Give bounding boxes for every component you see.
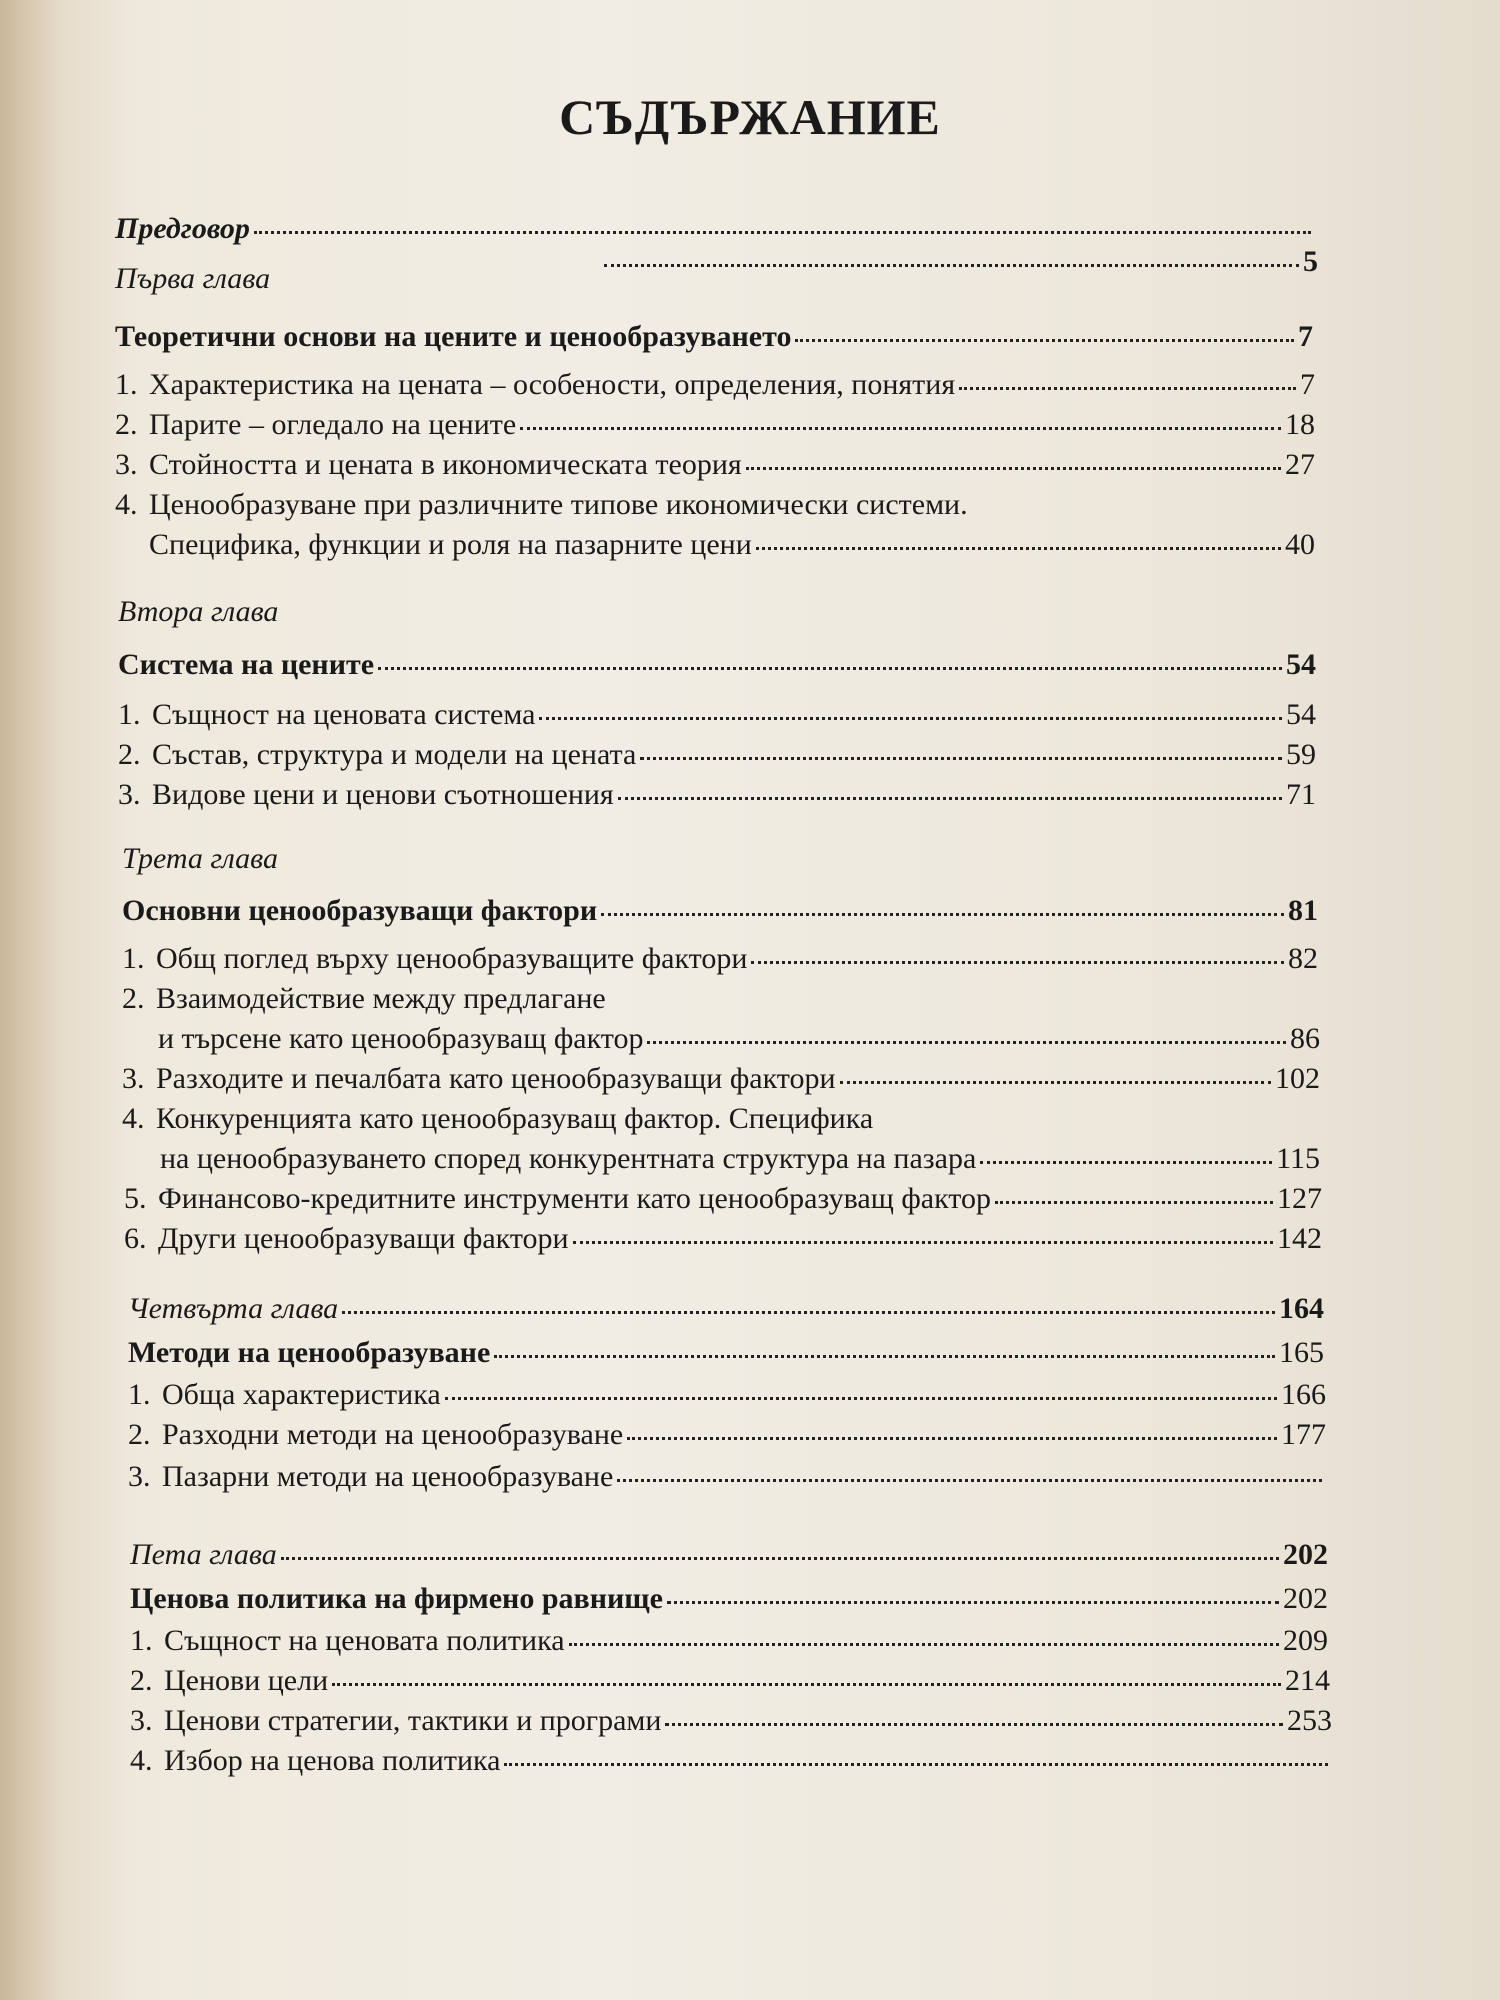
toc-item-continuation <box>158 1022 1320 1056</box>
leader-dots <box>959 387 1296 390</box>
toc-item <box>124 1222 1322 1256</box>
page-number: 142 <box>1277 1222 1322 1255</box>
page-number: 7 <box>1300 368 1315 401</box>
page-number: 71 <box>1286 778 1316 811</box>
page-number: 102 <box>1275 1062 1320 1095</box>
item-number: 2. <box>118 738 141 771</box>
item-number: 3. <box>118 778 141 811</box>
toc-item <box>122 942 1318 976</box>
chapter-title: Система на цените <box>118 648 375 681</box>
page-number: 81 <box>1288 894 1318 927</box>
item-number: 2. <box>115 408 138 441</box>
item-text: Пазарни методи на ценообразуване <box>162 1460 614 1493</box>
chapter-heading-2: Втора глава <box>118 595 279 628</box>
item-text: Финансово-кредитните инструменти като ценообразуващ фактор <box>158 1182 991 1215</box>
item-number: 3. <box>115 448 138 481</box>
leader-dots <box>627 1437 1277 1440</box>
toc-item-continuation <box>160 1142 1320 1176</box>
item-text: и търсене като ценообразуващ фактор <box>158 1022 644 1055</box>
leader-dots <box>618 797 1282 800</box>
leader-dots <box>281 1557 1279 1560</box>
toc-preface-label: Предговор <box>115 212 250 245</box>
item-text: Разходни методи на ценообразуване <box>162 1418 624 1451</box>
leader-dots <box>504 1763 1328 1766</box>
page-number: 7 <box>1298 320 1313 353</box>
item-number: 1. <box>122 942 145 975</box>
item-number: 3. <box>128 1460 151 1493</box>
leader-dots <box>640 757 1282 760</box>
toc-item <box>118 698 1316 732</box>
page-number: 253 <box>1287 1704 1332 1737</box>
leader-dots <box>665 1723 1283 1726</box>
page-number: 27 <box>1285 448 1315 481</box>
toc-item <box>115 488 1315 522</box>
toc-item <box>130 1624 1328 1658</box>
leader-dots <box>601 913 1284 916</box>
leader-dots <box>840 1081 1271 1084</box>
item-text: на ценообразуването според конкурентната структура на пазара <box>160 1142 977 1175</box>
page-number: 18 <box>1285 408 1315 441</box>
leader-dots <box>378 667 1282 670</box>
item-number: 3. <box>122 1062 145 1095</box>
leader-dots <box>617 1479 1322 1482</box>
item-text: Характеристика на цената – особености, определения, понятия <box>149 368 956 401</box>
item-number: 4. <box>130 1744 153 1777</box>
item-number: 3. <box>130 1704 153 1737</box>
page-number: 177 <box>1281 1418 1326 1451</box>
leader-dots <box>445 1397 1277 1400</box>
toc-chapter-3-title <box>122 894 1318 928</box>
toc-item <box>122 1062 1320 1096</box>
item-number: 1. <box>130 1624 153 1657</box>
leader-dots <box>569 1643 1279 1646</box>
page-number: 54 <box>1286 648 1316 681</box>
page-number: 59 <box>1286 738 1316 771</box>
toc-item <box>124 1182 1322 1216</box>
page-number: 54 <box>1286 698 1316 731</box>
item-text: Разходите и печалбата като ценообразуващи фактори <box>156 1062 836 1095</box>
leader-dots <box>746 467 1281 470</box>
page-number: 127 <box>1277 1182 1322 1215</box>
chapter-heading-4: Четвърта глава <box>128 1292 339 1325</box>
page-number: 86 <box>1290 1022 1320 1055</box>
toc-item <box>115 448 1315 482</box>
leader-dots <box>756 547 1281 550</box>
page-title: СЪДЪРЖАНИЕ <box>559 89 941 145</box>
item-text: Видове цени и ценови съотношения <box>152 778 614 811</box>
chapter-title: Теоретични основи на цените и ценообразуването <box>115 320 792 353</box>
item-text: Специфика, функции и роля на пазарните цени <box>149 528 752 561</box>
leader-dots <box>342 1311 1275 1314</box>
item-text: Общ поглед върху ценообразуващите фактори <box>156 942 748 975</box>
item-text: Избор на ценова политика <box>164 1744 501 1777</box>
toc-chapter-5-heading <box>130 1538 1328 1572</box>
leader-dots <box>573 1241 1273 1244</box>
toc-chapter-4-heading <box>128 1292 1324 1326</box>
toc-item <box>130 1664 1330 1698</box>
item-text: Ценови цели <box>164 1664 329 1697</box>
item-text: Ценообразуване при различните типове икономически системи. <box>149 488 968 521</box>
leader-dots <box>647 1041 1286 1044</box>
chapter-heading-5: Пета глава <box>130 1538 277 1571</box>
leader-dots <box>980 1161 1272 1164</box>
toc-chapter-5-title <box>130 1582 1328 1616</box>
item-number: 1. <box>118 698 141 731</box>
leader-dots <box>667 1601 1279 1604</box>
toc-item <box>130 1704 1332 1738</box>
item-text: Конкуренцията като ценообразуващ фактор. Специфика <box>156 1102 874 1135</box>
page-number: 82 <box>1288 942 1318 975</box>
toc-item <box>118 778 1316 812</box>
toc-preface-page-line <box>600 245 1318 279</box>
item-number: 2. <box>122 982 145 1015</box>
toc-item <box>122 1102 1320 1136</box>
page-number: 40 <box>1285 528 1315 561</box>
item-text: Парите – огледало на цените <box>149 408 517 441</box>
item-number: 4. <box>122 1102 145 1135</box>
item-number: 4. <box>115 488 138 521</box>
toc-chapter-1-title <box>115 320 1313 354</box>
page-number: 164 <box>1279 1292 1324 1325</box>
leader-dots <box>494 1355 1275 1358</box>
item-number: 2. <box>130 1664 153 1697</box>
chapter-title: Методи на ценообразуване <box>128 1336 491 1369</box>
chapter-title: Основни ценообразуващи фактори <box>122 894 598 927</box>
item-number: 2. <box>128 1418 151 1451</box>
page-number: 202 <box>1283 1582 1328 1615</box>
item-number: 1. <box>115 368 138 401</box>
item-number: 5. <box>124 1182 147 1215</box>
leader-dots <box>604 264 1299 267</box>
toc-item <box>130 1744 1332 1778</box>
item-text: Същност на ценовата политика <box>164 1624 565 1657</box>
leader-dots <box>332 1683 1281 1686</box>
item-text: Състав, структура и модели на цената <box>152 738 637 771</box>
chapter-heading-3: Трета глава <box>122 842 278 875</box>
item-text: Други ценообразуващи фактори <box>158 1222 569 1255</box>
leader-dots <box>254 231 1311 234</box>
item-text: Същност на ценовата система <box>152 698 536 731</box>
toc-preface-page: 5 <box>1303 245 1318 278</box>
chapter-heading-1: Първа глава <box>115 262 271 295</box>
leader-dots <box>751 961 1284 964</box>
page-number: 214 <box>1285 1664 1330 1697</box>
toc-chapter-4-title <box>128 1336 1324 1370</box>
page-number: 166 <box>1281 1378 1326 1411</box>
leader-dots <box>795 339 1294 342</box>
toc-item <box>118 738 1316 772</box>
toc-item <box>115 408 1315 442</box>
item-number: 1. <box>128 1378 151 1411</box>
item-text: Обща характеристика <box>162 1378 441 1411</box>
toc-item <box>128 1418 1326 1452</box>
toc-item <box>128 1378 1326 1412</box>
page-number: 209 <box>1283 1624 1328 1657</box>
page-number: 115 <box>1276 1142 1320 1175</box>
toc-item <box>115 368 1315 402</box>
toc-item <box>128 1460 1326 1494</box>
item-number: 6. <box>124 1222 147 1255</box>
toc-chapter-2-title <box>118 648 1316 682</box>
toc-item-continuation <box>149 528 1315 562</box>
page-number: 165 <box>1279 1336 1324 1369</box>
leader-dots <box>995 1201 1273 1204</box>
leader-dots <box>539 717 1282 720</box>
item-text: Взаимодействие между предлагане <box>156 982 606 1015</box>
item-text: Стойността и цената в икономическата теория <box>149 448 742 481</box>
chapter-title: Ценова политика на фирмено равнище <box>130 1582 663 1615</box>
toc-item <box>122 982 1318 1016</box>
item-text: Ценови стратегии, тактики и програми <box>164 1704 662 1737</box>
page-number: 202 <box>1283 1538 1328 1571</box>
leader-dots <box>520 427 1281 430</box>
toc-preface <box>115 212 1315 246</box>
